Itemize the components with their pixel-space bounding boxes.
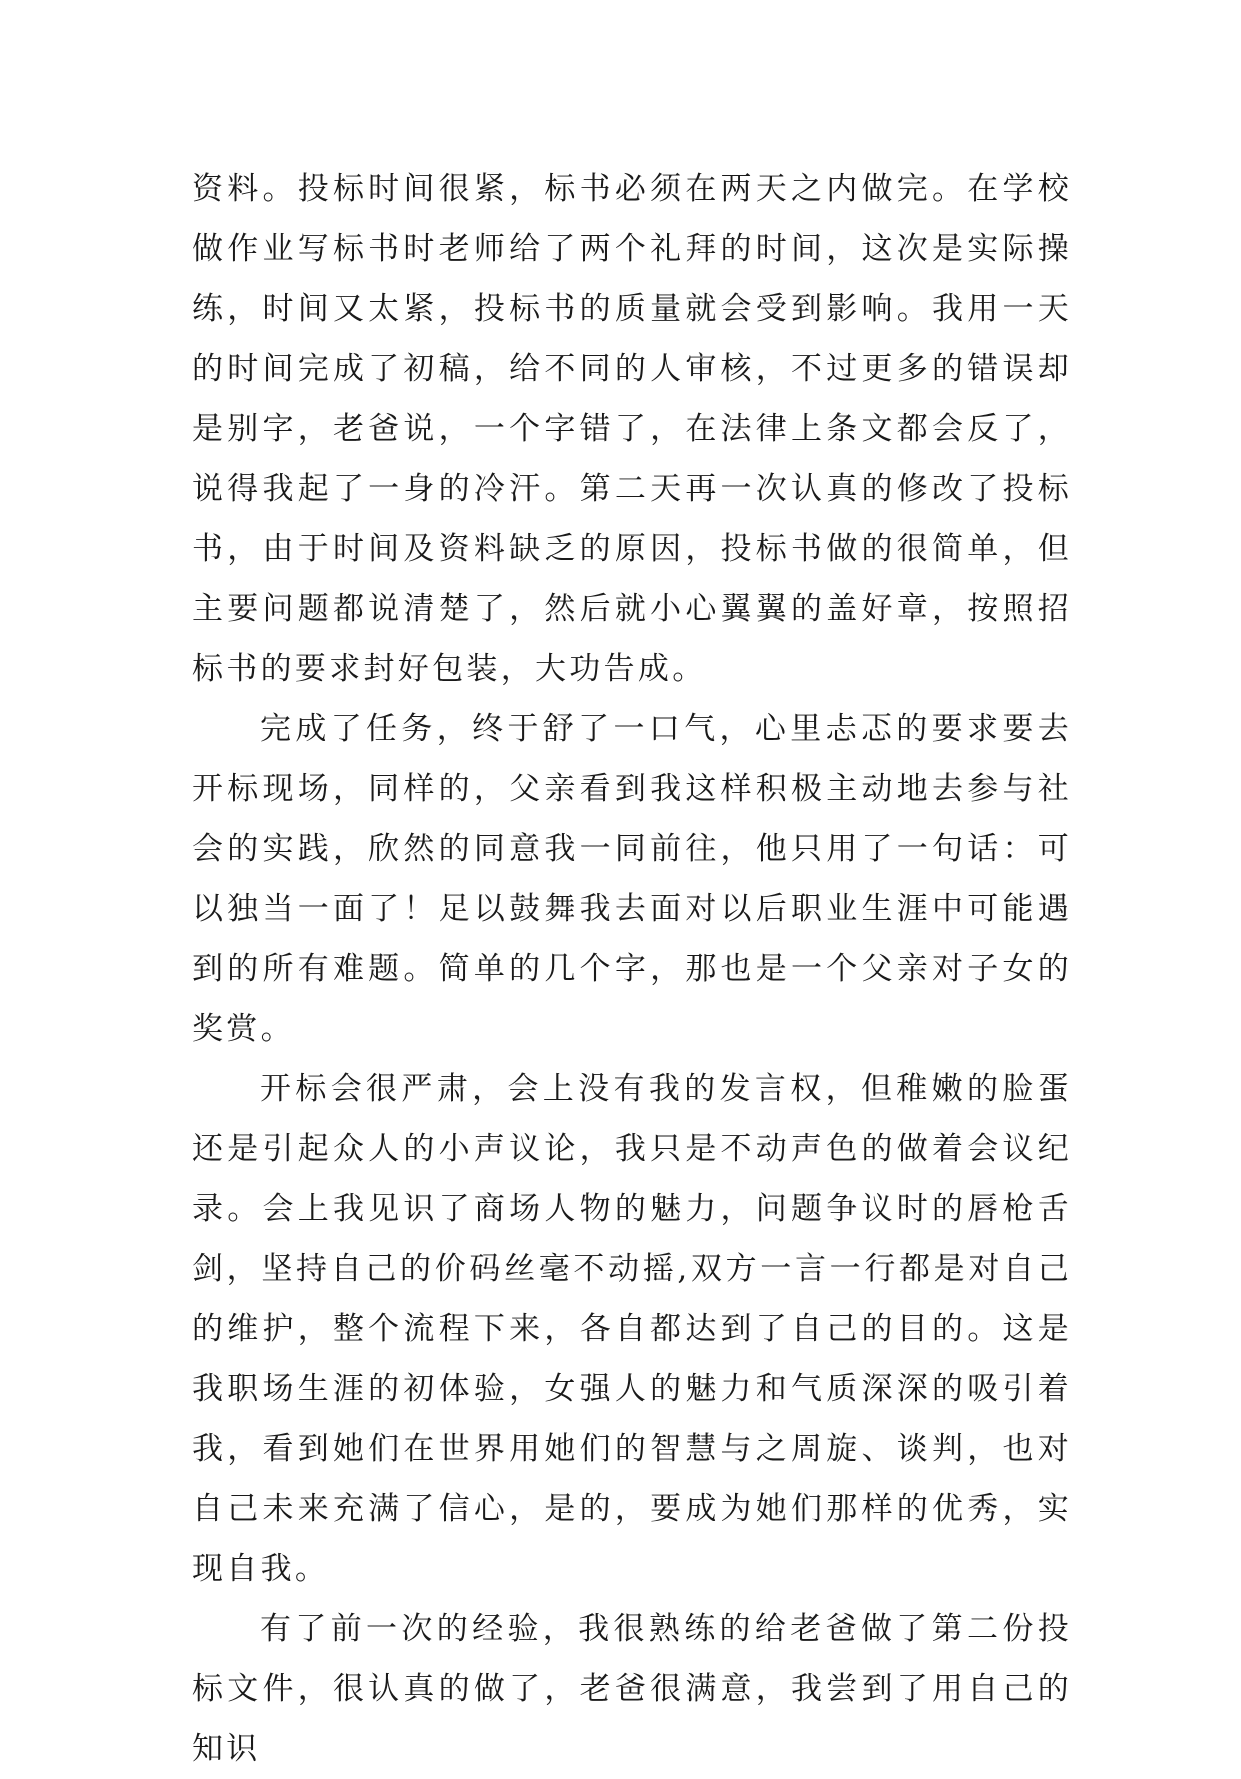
paragraph-4: 有了前一次的经验，我很熟练的给老爸做了第二份投标文件，很认真的做了，老爸很满意，我尝到了用自己的知识 bbox=[192, 1611, 1072, 1767]
body-text bbox=[192, 159, 1072, 1779]
paragraph-3: 开标会很严肃，会上没有我的发言权，但稚嫩的脸蛋还是引起众人的小声议论，我只是不动声色的做着会议纪录。会上我见识了商场人物的魅力，问题争议时的唇枪舌剑，坚持自己的价码丝毫不动摇,双方一言一行都是对自己的维护，整个流程下来，各自都达到了自己的目的。这是我职场生涯的初体验，女强人的魅力和气质深深的吸引着我，看到她们在世界用她们的智慧与之周旋、谈判，也对自己未来充满了信心，是的，要成为她们那样的优秀，实现自我。 bbox=[192, 1071, 1072, 1587]
paragraph-2: 完成了任务，终于舒了一口气，心里忐忑的要求要去开标现场，同样的，父亲看到我这样积极主动地去参与社会的实践，欣然的同意我一同前往，他只用了一句话：可以独当一面了！足以鼓舞我去面对以后职业生涯中可能遇到的所有难题。简单的几个字，那也是一个父亲对子女的奖赏。 bbox=[192, 711, 1072, 1047]
paragraph-1: 资料。投标时间很紧，标书必须在两天之内做完。在学校做作业写标书时老师给了两个礼拜的时间，这次是实际操练，时间又太紧，投标书的质量就会受到影响。我用一天的时间完成了初稿，给不同的人审核，不过更多的错误却是别字，老爸说，一个字错了，在法律上条文都会反了，说得我起了一身的冷汗。第二天再一次认真的修改了投标书，由于时间及资料缺乏的原因，投标书做的很简单，但主要问题都说清楚了，然后就小心翼翼的盖好章，按照招标书的要求封好包装，大功告成。 bbox=[192, 171, 1072, 687]
